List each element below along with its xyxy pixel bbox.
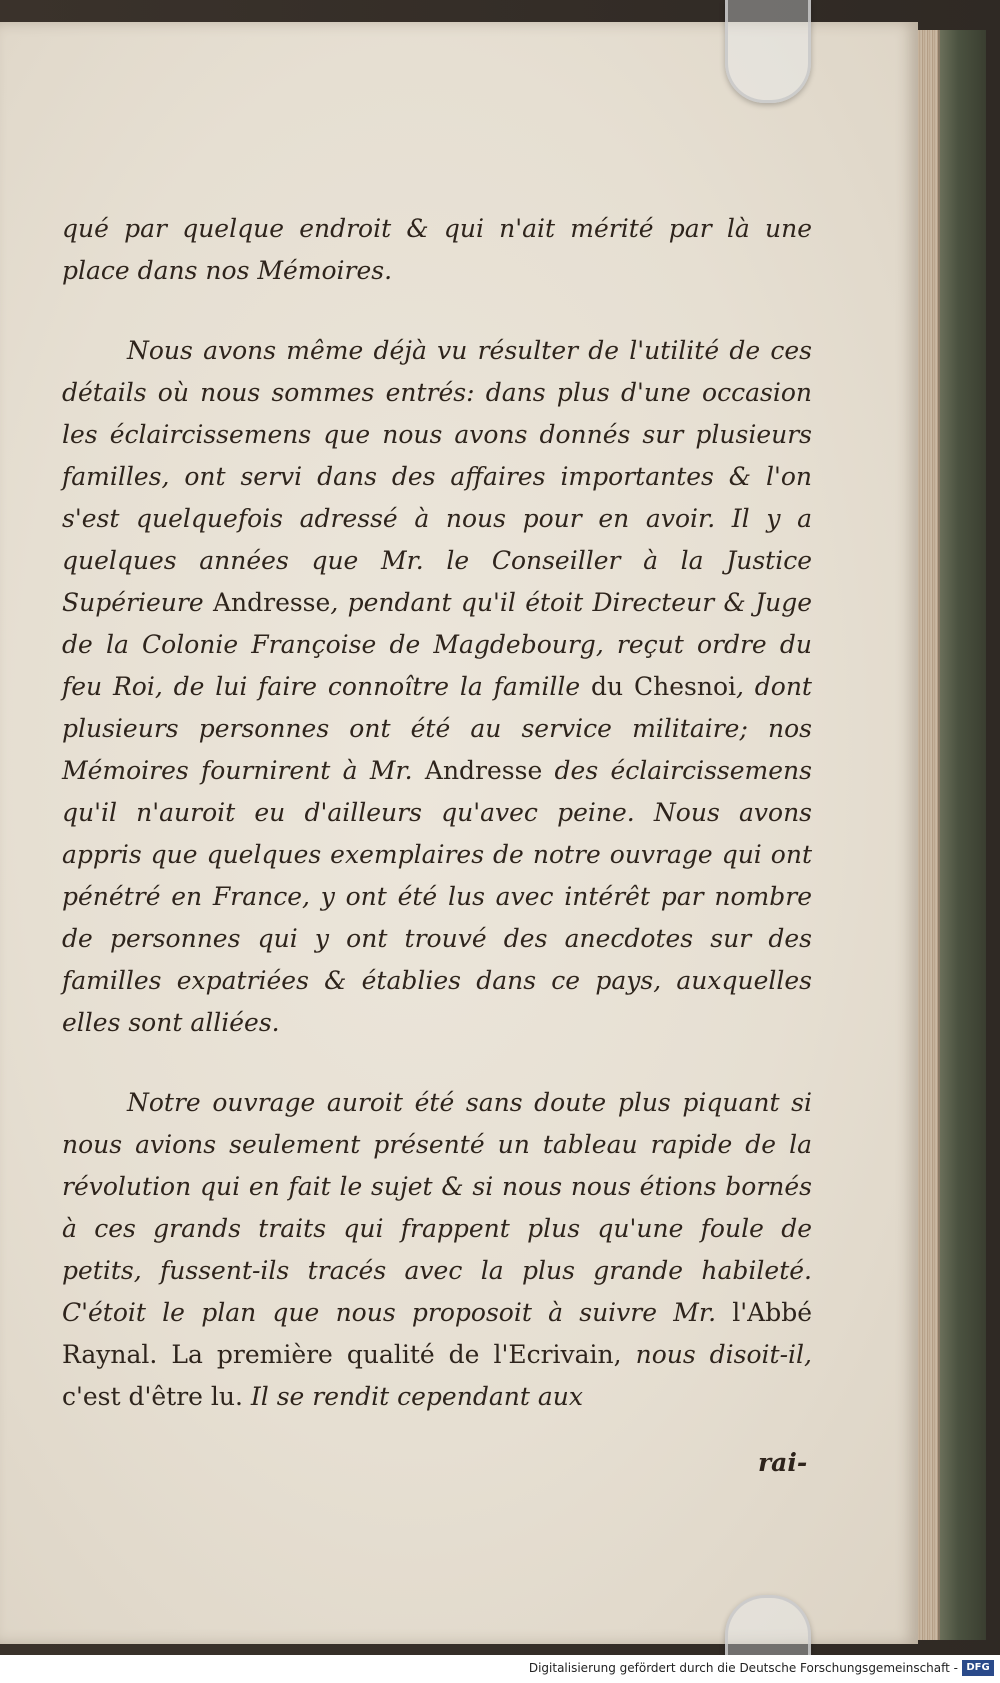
paragraph-2 <box>62 330 812 1044</box>
page-clip-top <box>725 0 811 103</box>
segment: Notre ouvrage auroit été sans doute plus piquant si nous avions seulement présenté un tableau rapide de la révolution qui en fait le sujet & si nous nous étions bornés à ces grands traits qui frappent plus qu'une foule de petits, fussent-ils tracés avec la plus grande habileté. C'étoit le plan que nous proposoit à suivre Mr. <box>62 1088 812 1327</box>
footer-credit: Digitalisierung gefördert durch die Deutsche Forschungsgemeinschaft - <box>528 1661 958 1675</box>
segment-roman: Andresse <box>424 756 543 785</box>
catchword: rai- <box>758 1448 808 1477</box>
segment: Il se rendit cependant aux <box>242 1382 583 1411</box>
paragraph-3 <box>62 1082 812 1418</box>
segment-roman: Andresse <box>212 588 331 617</box>
segment-roman: du Chesnoi <box>591 672 736 701</box>
footer-bar <box>0 1655 1000 1683</box>
book-binding <box>938 30 986 1640</box>
paragraph-1 <box>62 208 812 292</box>
dfg-logo: DFG <box>962 1660 994 1676</box>
segment: qué par quelque endroit & qui n'ait mérité par là une place dans nos Mémoires. <box>62 214 812 285</box>
segment: , dont plusieurs personnes ont été au service militaire; nos Mémoires fournirent à Mr. <box>62 672 812 785</box>
segment: , pendant qu'il étoit Directeur & Juge de la Colonie Françoise de Magdebourg, reçut ordre du feu Roi, de lui faire connoître la famille <box>62 588 812 701</box>
segment: des éclaircissemens qu'il n'auroit eu d'ailleurs qu'avec peine. Nous avons appris que quelques exemplaires de notre ouvrage qui ont pénétré en France, y ont été lus avec intérêt par nombre de personnes qui y ont trouvé des anecdotes sur des familles expatriées & établies dans ce pays, auxquelles elles sont alliées. <box>62 756 812 1037</box>
page-text <box>62 208 812 1418</box>
segment: Nous avons même déjà vu résulter de l'utilité de ces détails où nous sommes entrés: dans plus d'une occasion les éclaircissemens que nous avons donnés sur plusieurs familles, ont servi dans des affaires importantes & l'on s'est quelquefois adressé à nous pour en avoir. Il y a quelques années que Mr. le Conseiller à la Justice Supérieure <box>62 336 812 617</box>
segment-roman: l'Abbé Raynal. La première qualité de l'Ecrivain, <box>62 1298 812 1369</box>
segment-roman: c'est d'être lu. <box>62 1382 243 1411</box>
segment: nous disoit-il, <box>621 1340 812 1369</box>
